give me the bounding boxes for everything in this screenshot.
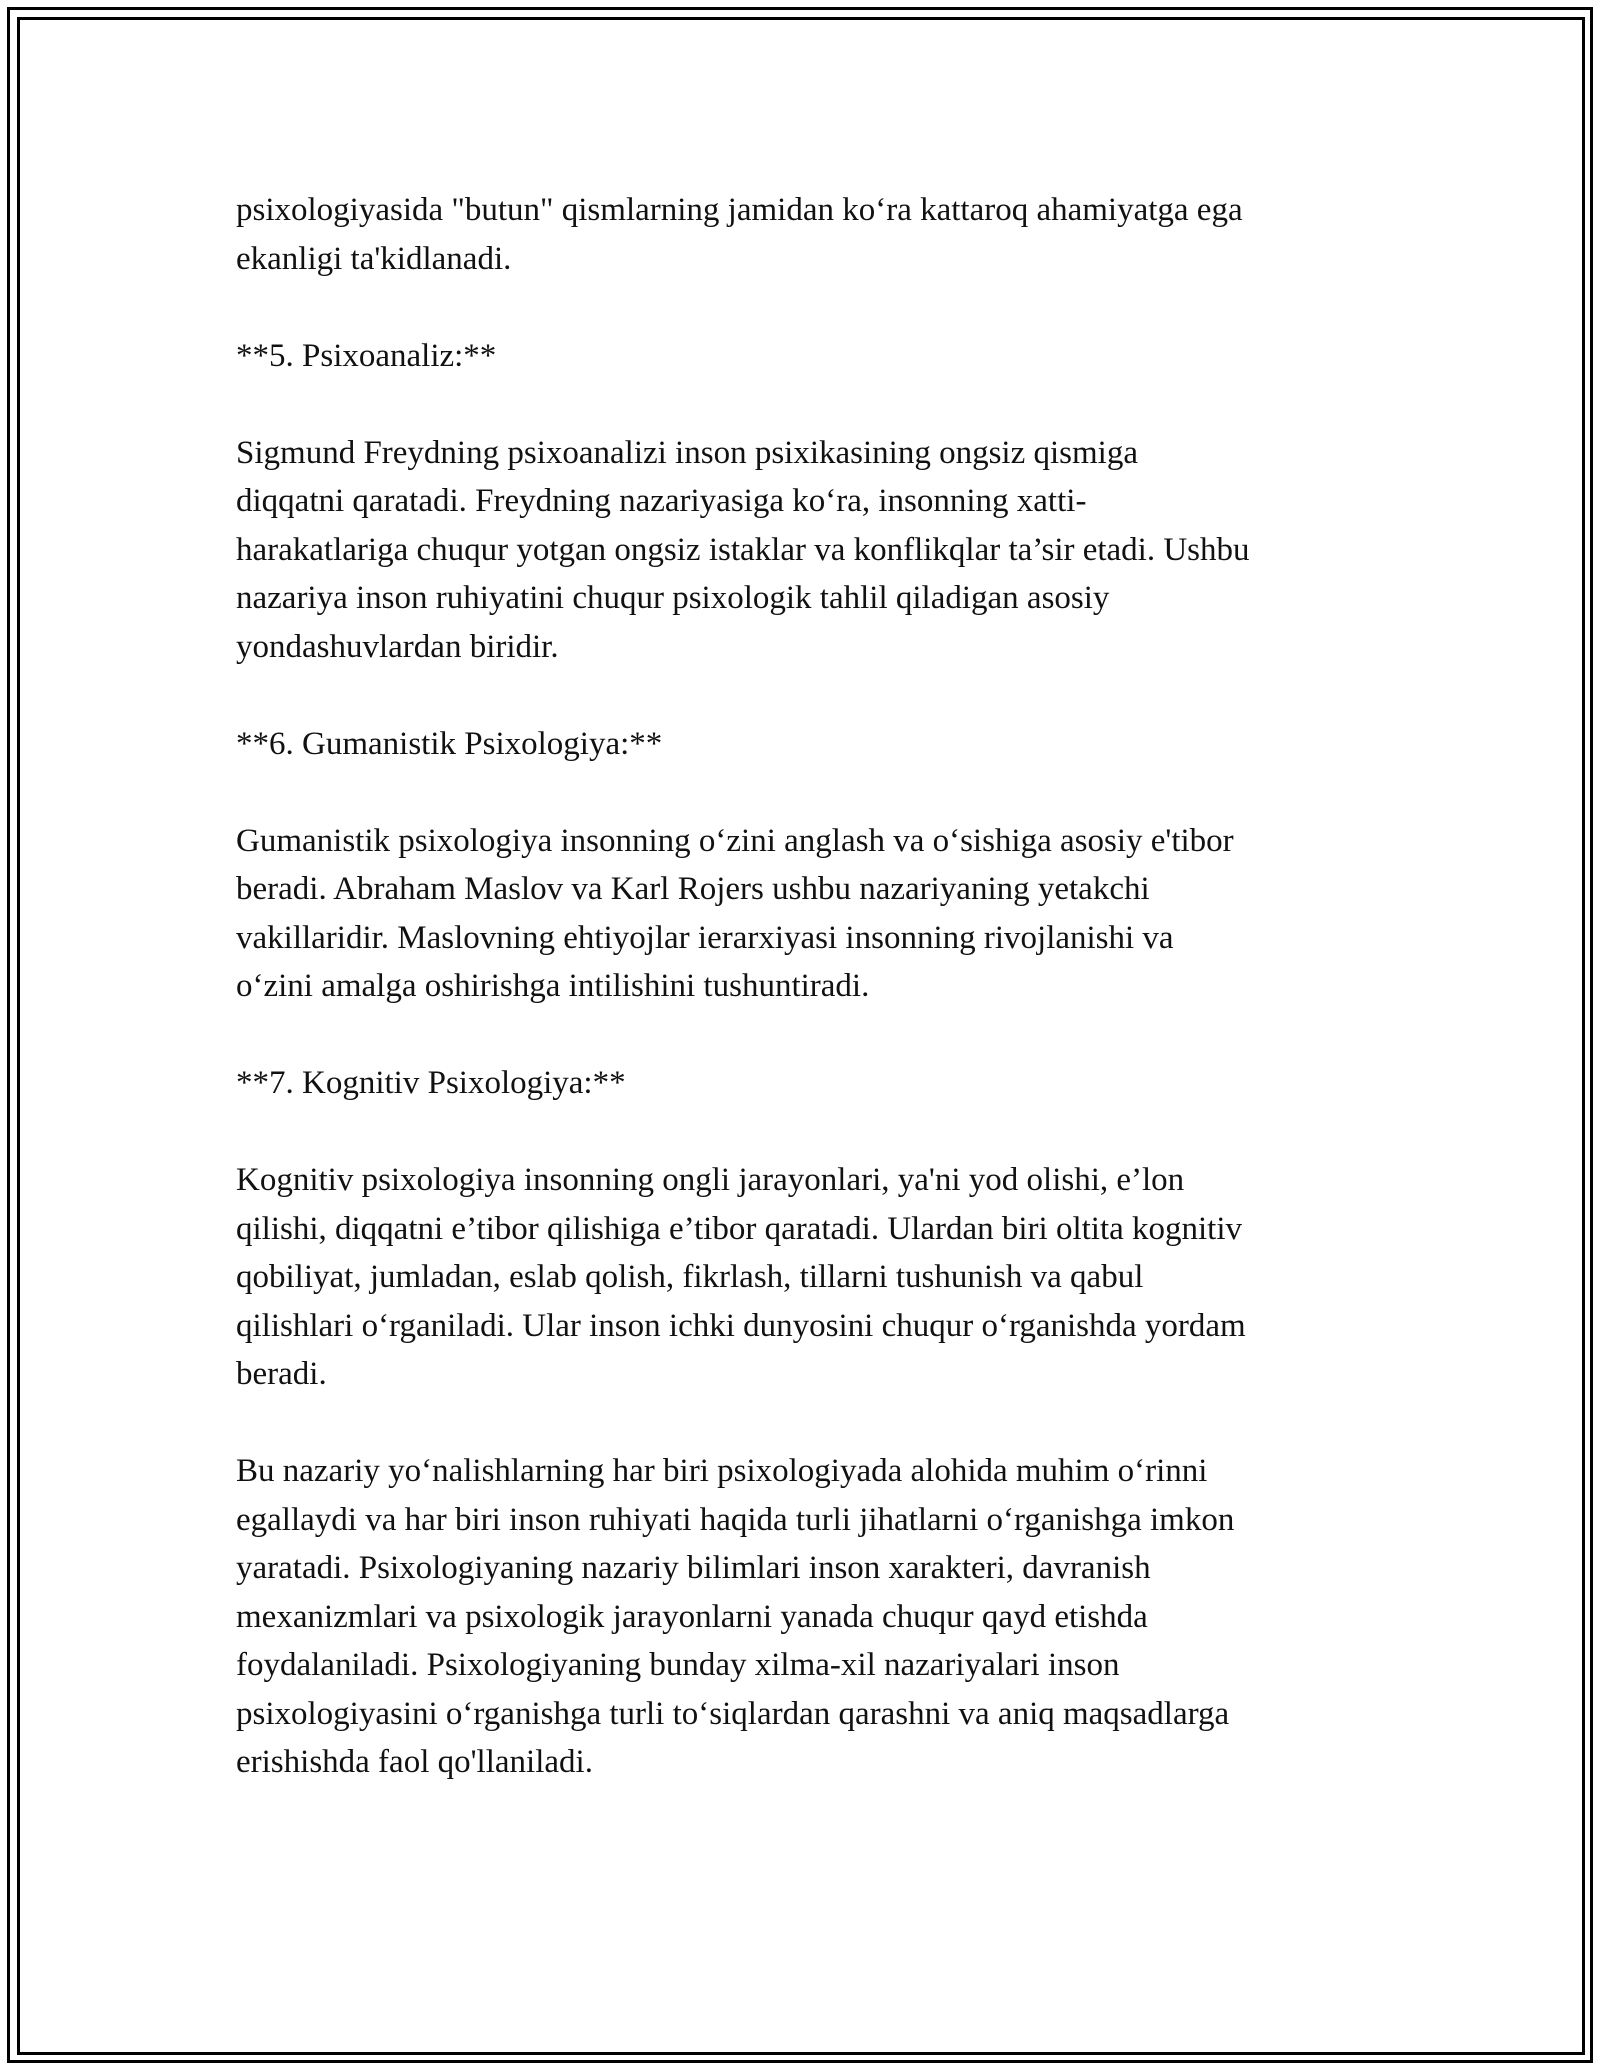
section-heading-kognitiv: **7. Kognitiv Psixologiya:** [236, 1065, 626, 1101]
paragraph-gestalt-continuation: psixologiyasida "butun" qismlarning jamidan koʻra kattaroq ahamiyatga ega ekanligi ta'kidlanadi. [236, 192, 1243, 277]
paragraph-psixoanaliz: Sigmund Freydning psixoanalizi inson psixikasining ongsiz qismiga diqqatni qaratadi. Freydning nazariyasiga koʻra, insonning xatti- harakatlariga chuqur yotgan ongsiz istaklar va konflikqlar ta’sir etadi. Ushbu nazariya inson ruhiyatini chuqur psixologik tahlil qiladigan asosiy yondashuvlardan biridir. [236, 434, 1250, 665]
paragraph-kognitiv: Kognitiv psixologiya insonning ongli jarayonlari, ya'ni yod olishi, e’lon qilishi, diqqatni e’tibor qilishiga e’tibor qaratadi. Ulardan biri oltita kognitiv qobiliyat, jumladan, eslab qolish, fikrlash, tillarni tushunish va qabul qilishlari oʻrganiladi. Ular inson ichki dunyosini chuqur oʻrganishda yordam beradi. [236, 1162, 1246, 1392]
paragraph-gumanistik: Gumanistik psixologiya insonning oʻzini anglash va oʻsishiga asosiy e'tibor beradi. Abraham Maslov va Karl Rojers ushbu nazariyaning yetakchi vakillaridir. Maslovning ehtiyojlar ierarxiyasi insonning rivojlanishi va oʻzini amalga oshirishga intilishini tushuntiradi. [236, 822, 1234, 1004]
section-heading-gumanistik: **6. Gumanistik Psixologiya:** [236, 725, 663, 762]
document-body [236, 186, 1364, 1787]
section-heading-psixoanaliz: **5. Psixoanaliz:** [236, 337, 497, 374]
paragraph-conclusion: Bu nazariy yoʻnalishlarning har biri psixologiyada alohida muhim oʻrinni egallaydi va har biri inson ruhiyati haqida turli jihatlarni oʻrganishga imkon yaratadi. Psixologiyaning nazariy bilimlari inson xarakteri, davranish mexanizmlari va psixologik jarayonlarni yanada chuqur qayd etishda foydalaniladi. Psixologiyaning bunday xilma-xil nazariyalari inson psixologiyasini oʻrganishga turli toʻsiqlardan qarashni va aniq maqsadlarga erishishda faol qo'llaniladi. [236, 1453, 1235, 1780]
